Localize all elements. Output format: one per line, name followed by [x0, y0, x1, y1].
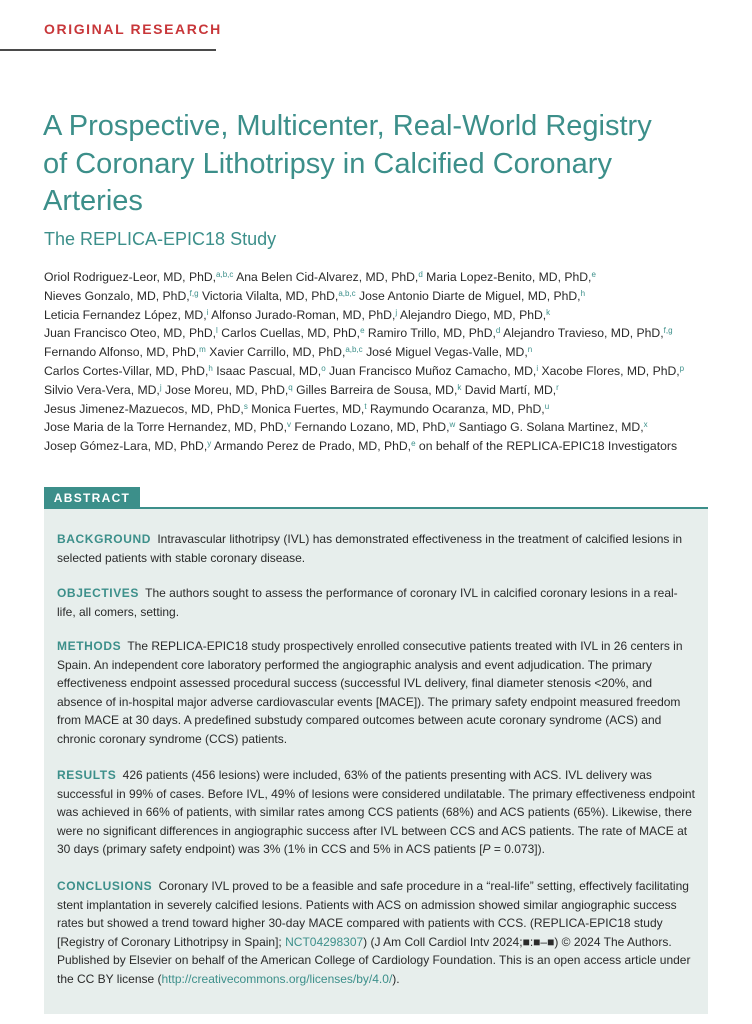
affiliation-marker[interactable]: s — [243, 401, 248, 411]
affiliation-marker[interactable]: x — [643, 420, 648, 430]
abstract-label: ABSTRACT — [44, 487, 140, 509]
author-name: Nieves Gonzalo, MD, PhD, — [44, 288, 190, 303]
abstract-background — [57, 530, 695, 567]
author-list — [44, 268, 734, 456]
affiliation-marker[interactable]: m — [199, 345, 206, 355]
objectives-text: The authors sought to assess the performance of coronary IVL in calcified coronary lesions in a real-life, all comers, setting. — [57, 586, 678, 619]
conclusions-heading: CONCLUSIONS — [57, 879, 153, 893]
author-name: Juan Francisco Oteo, MD, PhD, — [44, 326, 217, 341]
author-name: Alejandro Travieso, MD, PhD, — [503, 326, 664, 341]
affiliation-marker[interactable]: a,b,c — [345, 345, 363, 355]
affiliation-marker[interactable]: p — [679, 363, 685, 373]
affiliation-marker[interactable]: j — [395, 307, 398, 317]
abstract-results — [57, 766, 695, 859]
affiliation-marker[interactable]: a,b,c — [338, 288, 356, 298]
license-link[interactable]: http://creativecommons.org/licenses/by/4.0/ — [161, 971, 393, 986]
author-name: Xavier Carrillo, MD, PhD, — [209, 345, 346, 360]
author-line — [44, 306, 734, 325]
author-line — [44, 362, 734, 381]
author-name: Fernando Alfonso, MD, PhD, — [44, 345, 200, 360]
affiliation-marker[interactable]: w — [449, 420, 456, 430]
author-name: on behalf of the REPLICA-EPIC18 Investigators — [418, 439, 678, 454]
background-heading: BACKGROUND — [57, 532, 151, 546]
affiliation-marker[interactable]: f,g — [663, 326, 673, 336]
affiliation-marker[interactable]: k — [546, 307, 551, 317]
author-name: Santiago G. Solana Martinez, MD, — [458, 420, 644, 435]
author-line — [44, 418, 734, 437]
author-name: Leticia Fernandez López, MD, — [44, 307, 207, 322]
affiliation-marker[interactable]: i — [206, 307, 209, 317]
abstract-conclusions — [57, 877, 695, 989]
author-name: Ana Belen Cid-Alvarez, MD, PhD, — [236, 270, 419, 284]
affiliation-marker[interactable]: q — [288, 382, 293, 392]
author-name: Ramiro Trillo, MD, PhD, — [367, 326, 496, 341]
article-subtitle: The REPLICA-EPIC18 Study — [44, 229, 277, 249]
affiliation-marker[interactable]: h — [580, 288, 586, 298]
methods-text: The REPLICA-EPIC18 study prospectively enrolled consecutive patients treated with IVL in 26 centers in Spain. An independent core laboratory performed the angiographic analysis and event adjudication. The primary effectiveness endpoint assessed procedural success (successful IVL delivery, final diameter stenosis <20%, and absence of in-hospital major adverse cardiovascular events [MACE]). The primary safety endpoint measured freedom from MACE at 30 days. A predefined substudy compared outcomes between acute coronary syndrome (ACS) and chronic coronary syndrome (CCS) patients. — [57, 639, 683, 746]
author-name: Gilles Barreira de Sousa, MD, — [296, 382, 458, 397]
objectives-heading: OBJECTIVES — [57, 586, 140, 600]
author-name: Jose Moreu, MD, PhD, — [165, 382, 289, 397]
affiliation-marker[interactable]: e — [591, 270, 596, 279]
author-name: Silvio Vera-Vera, MD, — [44, 382, 160, 397]
author-line — [44, 268, 734, 287]
author-name: Armando Perez de Prado, MD, PhD, — [213, 439, 412, 454]
results-text-end: = 0.073]). — [490, 842, 545, 857]
author-name: Josep Gómez-Lara, MD, PhD, — [44, 439, 208, 454]
conclusions-text: Coronary IVL proved to be a feasible and safe procedure in a “real-life” setting, effectively facilitating stent implantation in severely calcified lesions. Patients with ACS on admission showed similar angiographic success rates but showed a trend toward higher 30-day MACE compared with patients with CCS. (REPLICA-EPIC18 study [Registry of Coronary Lithotripsy in Spain]; — [57, 879, 689, 949]
author-name: Maria Lopez-Benito, MD, PhD, — [426, 270, 592, 284]
author-name: Monica Fuertes, MD, — [251, 401, 365, 416]
author-line — [44, 324, 734, 343]
author-name: David Martí, MD, — [464, 382, 557, 397]
abstract-objectives — [57, 584, 695, 621]
affiliation-marker[interactable]: h — [208, 363, 213, 373]
affiliation-marker[interactable]: y — [207, 439, 212, 449]
affiliation-marker[interactable]: d — [418, 270, 423, 279]
methods-heading: METHODS — [57, 639, 122, 653]
affiliation-marker[interactable]: t — [364, 401, 367, 411]
author-name: Oriol Rodriguez-Leor, MD, PhD, — [44, 270, 217, 284]
abstract-methods — [57, 637, 695, 749]
affiliation-marker[interactable]: r — [556, 382, 559, 392]
author-name: Carlos Cuellas, MD, PhD, — [221, 326, 361, 341]
author-name: Alejandro Diego, MD, PhD, — [399, 307, 547, 322]
author-name: Carlos Cortes-Villar, MD, PhD, — [44, 363, 209, 378]
conclusions-text-middle: ) (J Am Coll Cardiol Intv 2024;■:■–■) © 2024 The Authors. Published by Elsevier on behalf of the American College of Cardiology Foundation. This is an open access article under the CC BY license ( — [57, 934, 691, 986]
affiliation-marker[interactable]: e — [360, 326, 365, 336]
article-title: A Prospective, Multicenter, Real-World Registry of Coronary Lithotripsy in Calcified Coronary Arteries — [43, 110, 652, 217]
section-label-divider — [0, 49, 216, 51]
author-line — [44, 343, 734, 362]
affiliation-marker[interactable]: a,b,c — [216, 270, 234, 279]
author-name: José Miguel Vegas-Valle, MD, — [366, 345, 528, 360]
abstract-divider — [44, 507, 708, 509]
author-line — [44, 437, 734, 456]
affiliation-marker[interactable]: v — [286, 420, 291, 430]
trial-registration-link[interactable]: NCT04298307 — [285, 934, 364, 949]
affiliation-marker[interactable]: d — [495, 326, 501, 336]
affiliation-marker[interactable]: k — [457, 382, 462, 392]
author-name: Jesus Jimenez-Mazuecos, MD, PhD, — [44, 401, 244, 416]
conclusions-text-end: ). — [392, 971, 400, 986]
author-name: Raymundo Ocaranza, MD, PhD, — [369, 401, 545, 416]
author-line — [44, 287, 734, 306]
affiliation-marker[interactable]: l — [216, 326, 218, 336]
affiliation-marker[interactable]: j — [159, 382, 162, 392]
author-name: Juan Francisco Muñoz Camacho, MD, — [329, 363, 537, 378]
author-line — [44, 381, 734, 400]
background-text: Intravascular lithotripsy (IVL) has demonstrated effectiveness in the treatment of calcified lesions in selected patients with stable coronary disease. — [57, 532, 683, 565]
affiliation-marker[interactable]: e — [411, 439, 416, 449]
section-label: ORIGINAL RESEARCH — [44, 21, 222, 37]
author-name: Fernando Lozano, MD, PhD, — [294, 420, 450, 435]
author-line — [44, 400, 734, 419]
author-name: Isaac Pascual, MD, — [216, 363, 322, 378]
author-name: Alfonso Jurado-Roman, MD, PhD, — [211, 307, 396, 322]
affiliation-marker[interactable]: o — [321, 363, 326, 373]
author-name: Victoria Vilalta, MD, PhD, — [201, 288, 339, 303]
affiliation-marker[interactable]: i — [536, 363, 539, 373]
affiliation-marker[interactable]: u — [544, 401, 550, 411]
author-name: Xacobe Flores, MD, PhD, — [541, 363, 680, 378]
results-heading: RESULTS — [57, 768, 117, 782]
author-name: Jose Antonio Diarte de Miguel, MD, PhD, — [359, 288, 581, 303]
results-text: 426 patients (456 lesions) were included, 63% of the patients presenting with ACS. IVL delivery was successful in 99% of cases. Before IVL, 49% of lesions were considered undilatable. The primary effectiveness endpoint was achieved in 66% of patients, with similar rates among CCS patients (68%) and ACS patients (65%). Likewise, there were no significant differences in angiographic success after IVL between CCS and ACS patients. The rate of MACE at 30 days (primary safety endpoint) was 3% (1% in CCS and 5% in ACS patients [ — [57, 768, 695, 857]
affiliation-marker[interactable]: n — [527, 345, 533, 355]
affiliation-marker[interactable]: f,g — [189, 288, 199, 298]
author-name: Jose Maria de la Torre Hernandez, MD, PhD, — [44, 420, 287, 435]
p-value-symbol: P — [482, 842, 491, 857]
